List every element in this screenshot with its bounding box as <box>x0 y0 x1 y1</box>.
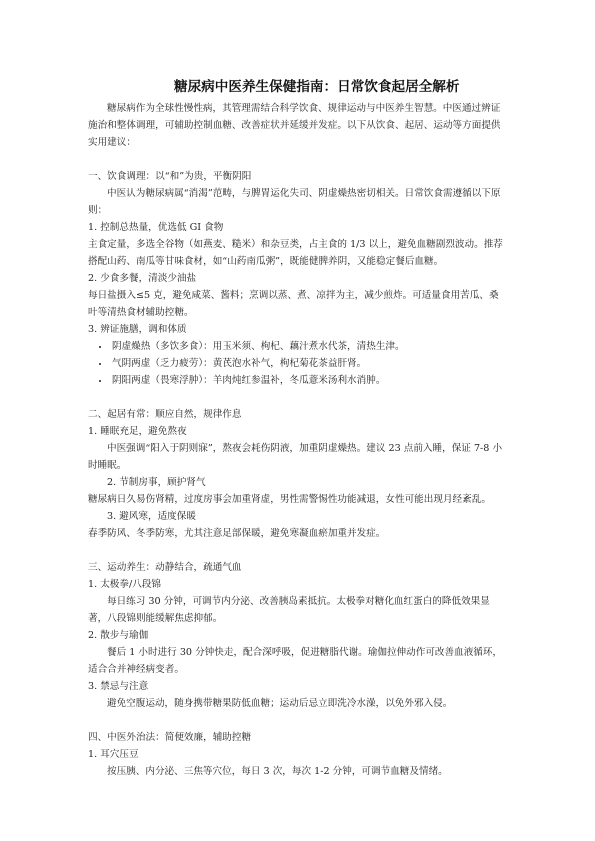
spacer <box>88 542 507 559</box>
section-1-item-3-title: 3. 辨证施膳，调和体质 <box>88 324 187 335</box>
section-3-heading: 三、运动养生：动静结合，疏通气血 <box>88 562 242 573</box>
section-3-item-3-body: 避免空腹运动，随身携带糖果防低血糖；运动后忌立即洗冷水澡，以免外邪入侵。 <box>107 698 453 709</box>
section-2-item-1-title: 1. 睡眠充足，避免熬夜 <box>88 426 187 437</box>
constitution-list <box>88 338 507 389</box>
section-2-item-3-title: 3. 避风寒，适度保暖 <box>107 511 196 522</box>
section-1-item-2-title: 2. 少食多餐，清淡少油盐 <box>88 273 197 284</box>
section-2-item-2-body: 糖尿病日久易伤肾精，过度房事会加重肾虚，男性需警惕性功能减退，女性可能出现月经紊乱。 <box>88 494 491 505</box>
section-1-heading: 一、饮食调理：以“和”为贵，平衡阴阳 <box>88 171 252 182</box>
spacer <box>88 151 507 168</box>
section-1-item-1-body: 主食定量，多选全谷物（如燕麦、糙米）和杂豆类，占主食的 1/3 以上，避免血糖剧烈波动。推荐搭配山药、南瓜等甘味食材，如“山药南瓜粥”，既能健脾养阴，又能稳定餐后血糖。 <box>88 239 503 267</box>
section-2-item-3-body: 春季防风、冬季防寒，尤其注意足部保暖，避免寒凝血瘀加重并发症。 <box>88 528 386 539</box>
list-item: • 阴虚燥热（多饮多食）：用玉米须、枸杞、藕汁煮水代茶，清热生津。 <box>110 338 507 355</box>
intro-paragraph: 糖尿病作为全球性慢性病，其管理需结合科学饮食、规律运动与中医养生智慧。中医通过辨证施治和整体调理，可辅助控制血糖、改善症状并延缓并发症。以下从饮食、起居、运动等方面提供实用建议： <box>88 103 501 148</box>
section-3-item-2-body: 餐后 1 小时进行 30 分钟快走，配合深呼吸，促进糖脂代谢。瑜伽拉伸动作可改善血液循环，适合合并神经病变者。 <box>88 647 503 675</box>
section-4-heading: 四、中医外治法：简便效廉，辅助控糖 <box>88 732 252 743</box>
section-3-item-3-title: 3. 禁忌与注意 <box>88 681 149 692</box>
list-item: • 阴阳两虚（畏寒浮肿）：羊肉炖红参温补，冬瓜薏米汤利水消肿。 <box>110 372 507 389</box>
spacer <box>88 389 507 406</box>
section-3-item-1-body: 每日练习 30 分钟，可调节内分泌、改善胰岛素抵抗。太极拳对糖化血红蛋白的降低效果显著，八段锦则能缓解焦虑抑郁。 <box>88 596 490 624</box>
section-3-item-1-title: 1. 太极拳/八段锦 <box>88 579 161 590</box>
section-1-item-2-body: 每日盐摄入≤5 克，避免咸菜、酱料；烹调以蒸、煮、凉拌为主，减少煎炸。可适量食用苦瓜、桑叶等清热食材辅助控糖。 <box>88 290 499 318</box>
section-1-intro: 中医认为糖尿病属“消渴”范畴，与脾胃运化失司、阴虚燥热密切相关。日常饮食需遵循以下原则： <box>88 188 501 216</box>
section-4-item-1-body: 按压胰、内分泌、三焦等穴位，每日 3 次，每次 1-2 分钟，可调节血糖及情绪。 <box>107 766 448 777</box>
section-2-item-2-title: 2. 节制房事，顾护肾气 <box>107 477 206 488</box>
list-item: • 气阴两虚（乏力疲劳）：黄芪泡水补气，枸杞菊花茶益肝肾。 <box>110 355 507 372</box>
section-2-item-1-body: 中医强调“阳入于阴则寐”，熬夜会耗伤阴液，加重阴虚燥热。建议 23 点前入睡，保证 7-8 小时睡眠。 <box>88 443 503 471</box>
section-3-item-2-title: 2. 散步与瑜伽 <box>88 630 149 641</box>
section-4-item-1-title: 1. 耳穴压豆 <box>88 749 139 760</box>
section-1-item-1-title: 1. 控制总热量，优选低 GI 食物 <box>88 222 224 233</box>
section-2-heading: 二、起居有常：顺应自然，规律作息 <box>88 409 242 420</box>
page-title: 糖尿病中医养生保健指南：日常饮食起居全解析 <box>174 79 460 95</box>
spacer <box>88 712 507 729</box>
